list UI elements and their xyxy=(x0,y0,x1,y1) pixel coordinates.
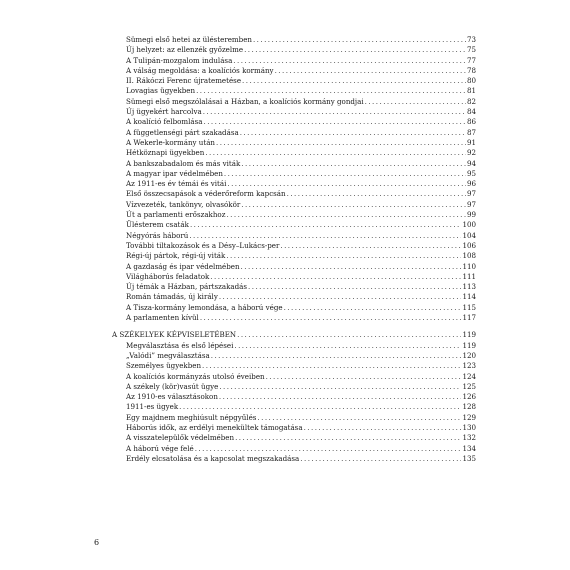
dot-leader xyxy=(240,128,466,138)
toc-entry-page: 135 xyxy=(462,453,476,463)
toc-entry-title: A koalíció felbomlása xyxy=(126,117,203,127)
toc-entry xyxy=(112,56,476,66)
toc-entry-page: 113 xyxy=(462,282,476,292)
dot-leader xyxy=(241,200,466,210)
dot-leader xyxy=(226,251,461,261)
dot-leader xyxy=(253,35,466,45)
toc-entry-title: Román támadás, új király xyxy=(126,292,218,302)
dot-leader xyxy=(219,382,461,392)
toc-entry-page: 81 xyxy=(466,86,476,96)
toc-entry-title: Sümegi első megszólalásai a Házban, a koalíciós kormány gondjai xyxy=(126,96,364,106)
toc-entry xyxy=(112,231,476,241)
toc-entry xyxy=(112,433,476,443)
dot-leader xyxy=(227,179,466,189)
dot-leader xyxy=(284,303,462,313)
dot-leader xyxy=(179,402,461,412)
dot-leader xyxy=(248,282,461,292)
toc-entry-title: A Wekerle-kormány után xyxy=(126,137,216,147)
toc-entry xyxy=(112,241,476,251)
toc-entry-title: 1911-es ügyek xyxy=(126,402,179,412)
toc-entry-title: Sümegi első hetei az ülésteremben xyxy=(126,35,252,44)
toc-entry-title: Személyes ügyekben xyxy=(126,361,202,371)
dot-leader xyxy=(195,444,462,454)
toc-entry-title: A Tulipán-mozgalom indulása xyxy=(126,55,233,65)
toc-entry-page: 80 xyxy=(466,76,476,86)
toc-entry-title: A bankszabadalom és más viták xyxy=(126,158,241,168)
dot-leader xyxy=(190,220,462,230)
toc-entry xyxy=(112,413,476,423)
toc-entry xyxy=(112,292,476,302)
toc-entry-title: „Valódi” megválasztása xyxy=(126,350,210,360)
dot-leader xyxy=(189,231,461,241)
toc-entry-page: 126 xyxy=(462,392,476,402)
toc-entry-page: 96 xyxy=(466,179,476,189)
toc-entry-title: A Tisza-kormány lemondása, a háború vége xyxy=(126,302,283,312)
toc-entry-title: A magyar ipar védelmében xyxy=(126,168,223,178)
toc-entry-title: Régi-új pártok, régi-új viták xyxy=(126,251,226,261)
dot-leader xyxy=(237,330,461,340)
toc-entry-title: A parlamenten kívül xyxy=(126,313,199,323)
toc-entry-page: 82 xyxy=(466,96,476,106)
dot-leader xyxy=(202,361,461,371)
dot-leader xyxy=(216,138,466,148)
toc-entry-page: 106 xyxy=(462,240,476,250)
toc-entry xyxy=(112,272,476,282)
toc-entry xyxy=(112,303,476,313)
dot-leader xyxy=(205,148,466,158)
dot-leader xyxy=(244,45,466,55)
dot-leader xyxy=(300,454,461,464)
toc-entry-page: 92 xyxy=(466,148,476,158)
toc-entry-page: 78 xyxy=(466,65,476,75)
toc-entry-page: 115 xyxy=(462,302,476,312)
toc-entry-page: 108 xyxy=(462,251,476,261)
toc-entry xyxy=(112,210,476,220)
toc-entry-page: 91 xyxy=(466,137,476,147)
toc-entry-title: Négyórás háború xyxy=(126,230,189,240)
toc-entry-title: A visszatelepülők védelmében xyxy=(126,433,235,443)
dot-leader xyxy=(241,159,466,169)
toc-entry-page: 134 xyxy=(462,443,476,453)
toc-entry xyxy=(112,262,476,272)
toc-entry-page: 94 xyxy=(466,158,476,168)
toc-entry-title: A függetlenségi párt szakadása xyxy=(126,127,239,137)
toc-entry-page: 119 xyxy=(462,330,476,340)
toc-entry xyxy=(112,66,476,76)
dot-leader xyxy=(275,66,466,76)
toc-entry xyxy=(112,444,476,454)
toc-entry-title: Vízvezeték, tankönyv, olvasókör xyxy=(126,199,241,209)
toc-entry-title: A gazdaság és ipar védelmében xyxy=(126,261,240,271)
toc-entry xyxy=(112,454,476,464)
toc-entry xyxy=(112,97,476,107)
toc-entry-title: Út a parlamenti erőszakhoz xyxy=(126,210,226,220)
toc-entry xyxy=(112,220,476,230)
toc-entry-title: További tiltakozások és a Désy–Lukács-per xyxy=(126,240,280,250)
dot-leader xyxy=(219,292,462,302)
toc-entry-page: 114 xyxy=(462,292,476,302)
dot-leader xyxy=(242,76,466,86)
toc-entry-page: 110 xyxy=(462,261,476,271)
toc-section-heading xyxy=(112,330,476,340)
toc-entry-page: 111 xyxy=(462,271,476,281)
toc-entry-title: Egy majdnem meghiúsult népgyűlés xyxy=(126,412,257,422)
toc-entry xyxy=(112,117,476,127)
toc-entry-title: II. Rákóczi Ferenc újratemetése xyxy=(126,76,242,86)
toc-entry xyxy=(112,313,476,323)
toc-entry xyxy=(112,189,476,199)
toc-entry xyxy=(112,45,476,55)
toc-entry-title: Első összecsapások a véderőreform kapcsán xyxy=(126,189,286,199)
toc-entry-title: Új ügyekért harcolva xyxy=(126,107,202,117)
dot-leader xyxy=(196,86,466,96)
toc-entry-title: Világháborús feladatok xyxy=(126,271,210,281)
toc-entry-page: 124 xyxy=(462,371,476,381)
toc-entry-page: 120 xyxy=(462,350,476,360)
toc-entry-page: 87 xyxy=(466,127,476,137)
toc-entry xyxy=(112,179,476,189)
toc-entry-title: Az 1911-es év témái és vitái xyxy=(126,179,227,189)
toc-entry-page: 125 xyxy=(462,381,476,391)
toc-entry-page: 95 xyxy=(466,168,476,178)
toc-entry-title: Hétköznapi ügyekben xyxy=(126,148,205,158)
toc-entry-title: A válság megoldása: a koalíciós kormány xyxy=(126,65,274,75)
dot-leader xyxy=(234,341,461,351)
toc-entry-page: 73 xyxy=(466,35,476,44)
dot-leader xyxy=(287,189,466,199)
dot-leader xyxy=(203,117,465,127)
toc-entry-page: 100 xyxy=(462,220,476,230)
dot-leader xyxy=(280,241,461,251)
toc-entry-page: 99 xyxy=(466,210,476,220)
toc-entry-page: 129 xyxy=(462,412,476,422)
dot-leader xyxy=(257,413,461,423)
toc-entry-title: Új témák a Házban, pártszakadás xyxy=(126,282,248,292)
toc-entry xyxy=(112,251,476,261)
toc-entry-page: 75 xyxy=(466,45,476,55)
toc-entry xyxy=(112,423,476,433)
dot-leader xyxy=(241,262,462,272)
toc-entry xyxy=(112,392,476,402)
toc-entry-page: 132 xyxy=(462,433,476,443)
toc-entry-page: 97 xyxy=(466,199,476,209)
toc-entry xyxy=(112,402,476,412)
toc-entry xyxy=(112,35,476,45)
toc-entry-title: Ülésterem csaták xyxy=(126,220,189,230)
toc-entry-title: A SZÉKELYEK KÉPVISELETÉBEN xyxy=(112,330,237,340)
toc-entry xyxy=(112,138,476,148)
toc-entry-title: A koalíciós kormányzás utolsó éveiben xyxy=(126,371,265,381)
dot-leader xyxy=(203,107,466,117)
table-of-contents xyxy=(112,35,476,464)
toc-entry xyxy=(112,341,476,351)
dot-leader xyxy=(365,97,466,107)
toc-entry-page: 84 xyxy=(466,107,476,117)
toc-entry-page: 104 xyxy=(462,230,476,240)
dot-leader xyxy=(224,169,466,179)
toc-entry xyxy=(112,351,476,361)
page-number: 6 xyxy=(94,538,100,547)
dot-leader xyxy=(233,56,466,66)
toc-entry xyxy=(112,282,476,292)
dot-leader xyxy=(304,423,462,433)
toc-entry xyxy=(112,200,476,210)
toc-entry-title: Lovagias ügyekben xyxy=(126,86,196,96)
dot-leader xyxy=(210,272,461,282)
toc-entry xyxy=(112,86,476,96)
toc-entry-title: Új helyzet: az ellenzék győzelme xyxy=(126,45,244,55)
toc-entry-page: 130 xyxy=(462,422,476,432)
toc-entry-page: 117 xyxy=(462,313,476,323)
toc-entry xyxy=(112,107,476,117)
toc-entry-page: 123 xyxy=(462,361,476,371)
toc-entry-title: A háború vége felé xyxy=(126,443,194,453)
toc-entry xyxy=(112,159,476,169)
toc-entry xyxy=(112,169,476,179)
dot-leader xyxy=(266,372,462,382)
toc-entry-page: 128 xyxy=(462,402,476,412)
toc-entry-title: Erdély elcsatolása és a kapcsolat megszakadása xyxy=(126,453,300,463)
dot-leader xyxy=(219,392,462,402)
toc-entry-page: 77 xyxy=(466,55,476,65)
toc-entry-page: 97 xyxy=(466,189,476,199)
toc-entry-title: Az 1910-es választásokon xyxy=(126,392,218,402)
toc-entry xyxy=(112,361,476,371)
toc-entry-title: Megválasztása és első lépései xyxy=(126,340,234,350)
toc-entry xyxy=(112,128,476,138)
toc-entry xyxy=(112,382,476,392)
toc-entry-page: 86 xyxy=(466,117,476,127)
dot-leader xyxy=(211,351,462,361)
toc-entry-page: 119 xyxy=(462,340,476,350)
dot-leader xyxy=(235,433,461,443)
toc-entry xyxy=(112,148,476,158)
dot-leader xyxy=(226,210,466,220)
toc-entry xyxy=(112,76,476,86)
toc-entry xyxy=(112,372,476,382)
toc-entry-title: Háborús idők, az erdélyi menekültek támogatása xyxy=(126,422,303,432)
toc-entry-title: A székely (kör)vasút ügye xyxy=(126,381,219,391)
dot-leader xyxy=(200,313,462,323)
